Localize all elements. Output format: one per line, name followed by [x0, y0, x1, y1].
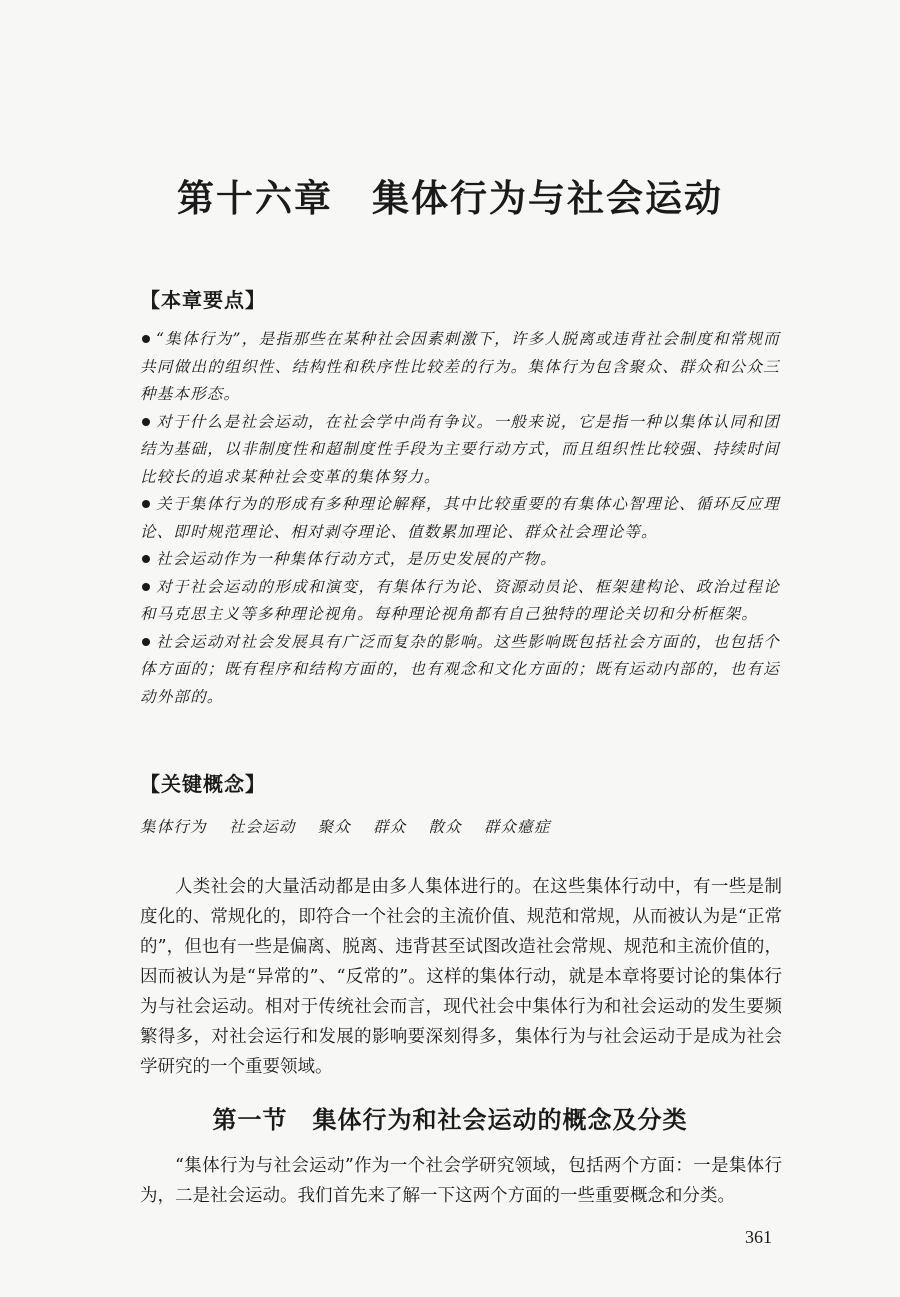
bullet-icon: [142, 418, 150, 426]
key-points-heading: 【本章要点】: [140, 288, 266, 312]
key-point-item: [140, 574, 780, 629]
concept-term: 群众癔症: [483, 818, 551, 836]
intro-paragraph: 人类社会的大量活动都是由多人集体进行的。在这些集体行动中，有一些是制度化的、常规化的，即符合一个社会的主流价值、规范和常规，从而被认为是“正常的”，但也有一些是偏离、脱离、违背甚至试图改造社会常规、规范和主流价值的，因而被认为是“异常的”、“反常的”。这样的集体行动，就是本章将要讨论的集体行为与社会运动。相对于传统社会而言，现代社会中集体行为和社会运动的发生要频繁得多，对社会运行和发展的影响要深刻得多，集体行为与社会运动于是成为社会学研究的一个重要领域。: [140, 877, 782, 1077]
bullet-icon: [142, 335, 150, 343]
bullet-icon: [142, 638, 150, 646]
key-concepts-heading: 【关键概念】: [140, 772, 266, 796]
concept-term: 聚众: [317, 818, 352, 836]
key-point-item: [140, 491, 780, 546]
section-paragraph: “集体行为与社会运动”作为一个社会学研究领域，包括两个方面：一是集体行为，二是社会运动。我们首先来了解一下这两个方面的一些重要概念和分类。: [140, 1156, 782, 1206]
bullet-icon: [142, 583, 150, 591]
key-point-item: [140, 326, 780, 409]
key-point-item: [140, 629, 780, 712]
key-point-text: 社会运动对社会发展具有广泛而复杂的影响。这些影响既包括社会方面的，也包括个体方面的；既有程序和结构方面的，也有观念和文化方面的；既有运动内部的，也有运动外部的。: [140, 632, 780, 706]
key-point-item: [140, 409, 780, 492]
key-point-text: 关于集体行为的形成有多种理论解释，其中比较重要的有集体心智理论、循环反应理论、即时规范理论、相对剥夺理论、值数累加理论、群众社会理论等。: [140, 495, 780, 541]
key-point-text: 对于什么是社会运动，在社会学中尚有争议。一般来说，它是指一种以集体认同和团结为基础，以非制度性和超制度性手段为主要行动方式，而且组织性比较强、持续时间比较长的追求某种社会变革的集体努力。: [140, 412, 780, 486]
concept-term: 社会运动: [228, 818, 296, 836]
key-point-item: [140, 546, 780, 574]
key-point-text: “集体行为”，是指那些在某种社会因素刺激下，许多人脱离或违背社会制度和常规而共同做出的组织性、结构性和秩序性比较差的行为。集体行为包含聚众、群众和公众三种基本形态。: [140, 330, 780, 403]
chapter-title: 第十六章 集体行为与社会运动: [177, 177, 723, 220]
key-point-text: 社会运动作为一种集体行动方式，是历史发展的产物。: [156, 550, 557, 568]
bullet-icon: [142, 500, 150, 508]
key-points-list: [140, 326, 780, 711]
bullet-icon: [142, 555, 150, 563]
key-concepts-list: [140, 815, 551, 837]
concept-term: 散众: [428, 818, 462, 836]
concept-term: 集体行为: [140, 818, 207, 836]
key-point-text: 对于社会运动的形成和演变，有集体行为论、资源动员论、框架建构论、政治过程论和马克思主义等多种理论视角。每种理论视角都有自己独特的理论关切和分析框架。: [140, 577, 780, 623]
page-number: 361: [745, 1227, 772, 1247]
concept-term: 群众: [373, 818, 407, 836]
section-title: 第一节 集体行为和社会运动的概念及分类: [212, 1106, 688, 1134]
